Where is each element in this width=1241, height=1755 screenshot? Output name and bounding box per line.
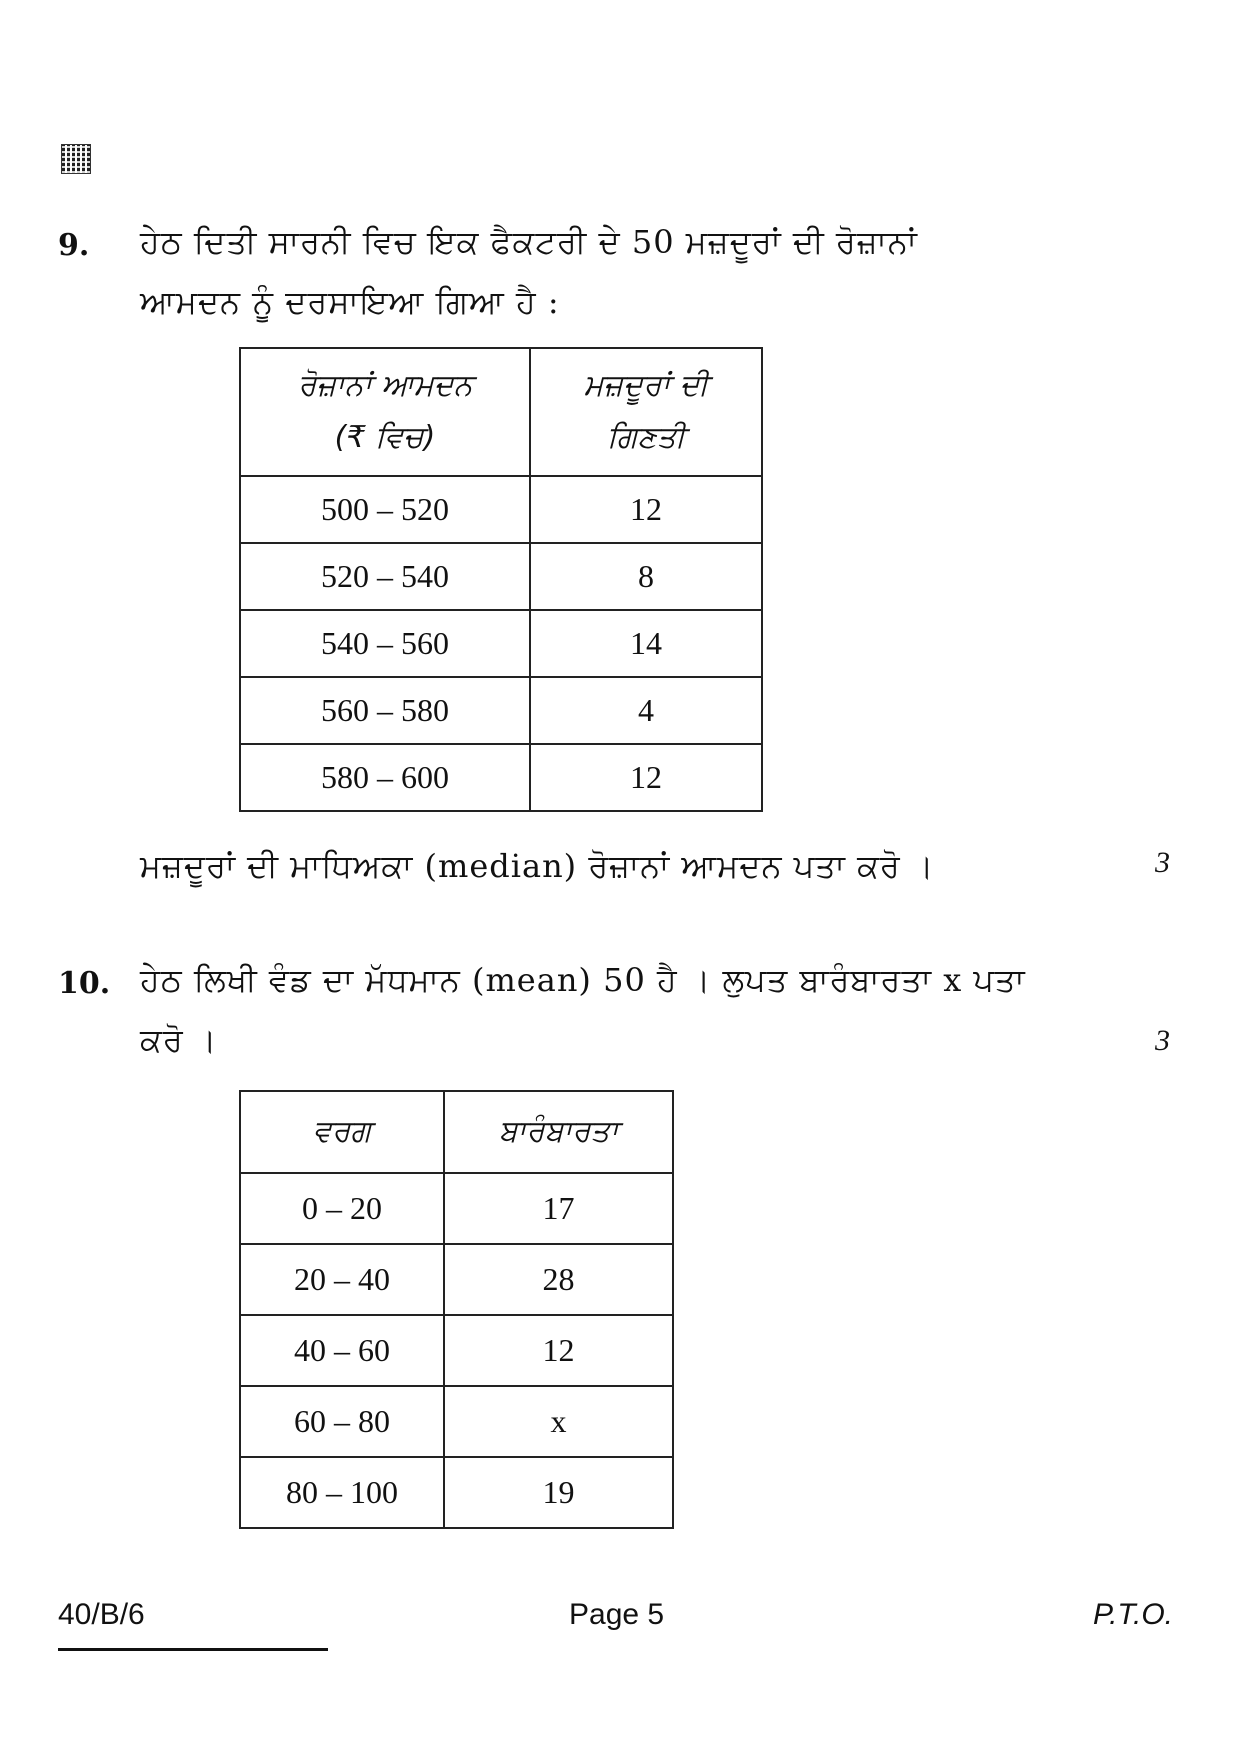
income-header-line-2: (₹ ਵਿਚ)	[334, 420, 436, 455]
frequency-value: x	[444, 1386, 673, 1457]
table-row	[240, 677, 762, 744]
income-range: 540 – 560	[240, 610, 530, 677]
income-header	[240, 348, 530, 476]
question-10-line-1: ਹੇਠ ਲਿਖੀ ਵੰਡ ਦਾ ਮੱਧਮਾਨ (mean) 50 ਹੈ । ਲੁਪਤ ਬਾਰੰਬਾਰਤਾ x ਪਤਾ	[140, 961, 1026, 999]
question-9-prompt: ਮਜ਼ਦੂਰਾਂ ਦੀ ਮਾਧਿਅਕਾ (median) ਰੋਜ਼ਾਨਾਂ ਆਮਦਨ ਪਤਾ ਕਰੋ ।	[140, 847, 935, 885]
question-9-line-2: ਆਮਦਨ ਨੂੰ ਦਰਸਾਇਆ ਗਿਆ ਹੈ :	[140, 283, 560, 321]
table-row	[240, 1173, 673, 1244]
class-interval: 0 – 20	[240, 1173, 444, 1244]
income-range: 580 – 600	[240, 744, 530, 811]
frequency-header: ਬਾਰੰਬਾਰਤਾ	[444, 1091, 673, 1173]
question-9-line-1: ਹੇਠ ਦਿਤੀ ਸਾਰਨੀ ਵਿਚ ਇਕ ਫੈਕਟਰੀ ਦੇ 50 ਮਜ਼ਦੂਰਾਂ ਦੀ ਰੋਜ਼ਾਨਾਂ	[140, 223, 918, 261]
class-interval: 80 – 100	[240, 1457, 444, 1528]
frequency-value: 17	[444, 1173, 673, 1244]
frequency-value: 28	[444, 1244, 673, 1315]
question-number-9: 9.	[58, 228, 90, 263]
question-number-10: 10.	[58, 966, 111, 1001]
page-number: Page 5	[569, 1598, 665, 1631]
table-row	[240, 610, 762, 677]
worker-count: 8	[530, 543, 762, 610]
worker-count: 4	[530, 677, 762, 744]
worker-count: 14	[530, 610, 762, 677]
footer-underline	[58, 1648, 328, 1651]
frequency-table	[239, 1090, 674, 1529]
table-row	[240, 744, 762, 811]
table-row	[240, 1244, 673, 1315]
class-header: ਵਰਗ	[240, 1091, 444, 1173]
frequency-value: 12	[444, 1315, 673, 1386]
table-row	[240, 1386, 673, 1457]
question-10-line-2: ਕਰੋ ।	[140, 1021, 218, 1059]
question-10-marks: 3	[1155, 1024, 1170, 1057]
question-9-marks: 3	[1155, 846, 1170, 879]
income-range: 560 – 580	[240, 677, 530, 744]
workers-header-line-1: ਮਜ਼ਦੂਰਾਂ ਦੀ	[583, 368, 709, 403]
income-range: 500 – 520	[240, 476, 530, 543]
frequency-value: 19	[444, 1457, 673, 1528]
class-interval: 20 – 40	[240, 1244, 444, 1315]
workers-header	[530, 348, 762, 476]
table-row	[240, 1457, 673, 1528]
class-interval: 40 – 60	[240, 1315, 444, 1386]
qr-code	[62, 145, 90, 173]
income-range: 520 – 540	[240, 543, 530, 610]
pto-label: P.T.O.	[1092, 1598, 1173, 1631]
workers-header-line-2: ਗਿਣਤੀ	[606, 420, 686, 455]
worker-count: 12	[530, 476, 762, 543]
income-header-line-1: ਰੋਜ਼ਾਨਾਂ ਆਮਦਨ	[297, 368, 473, 403]
table-row	[240, 476, 762, 543]
class-interval: 60 – 80	[240, 1386, 444, 1457]
table-row	[240, 1315, 673, 1386]
worker-count: 12	[530, 744, 762, 811]
income-table	[239, 347, 763, 812]
paper-code: 40/B/6	[58, 1598, 145, 1631]
table-row	[240, 543, 762, 610]
